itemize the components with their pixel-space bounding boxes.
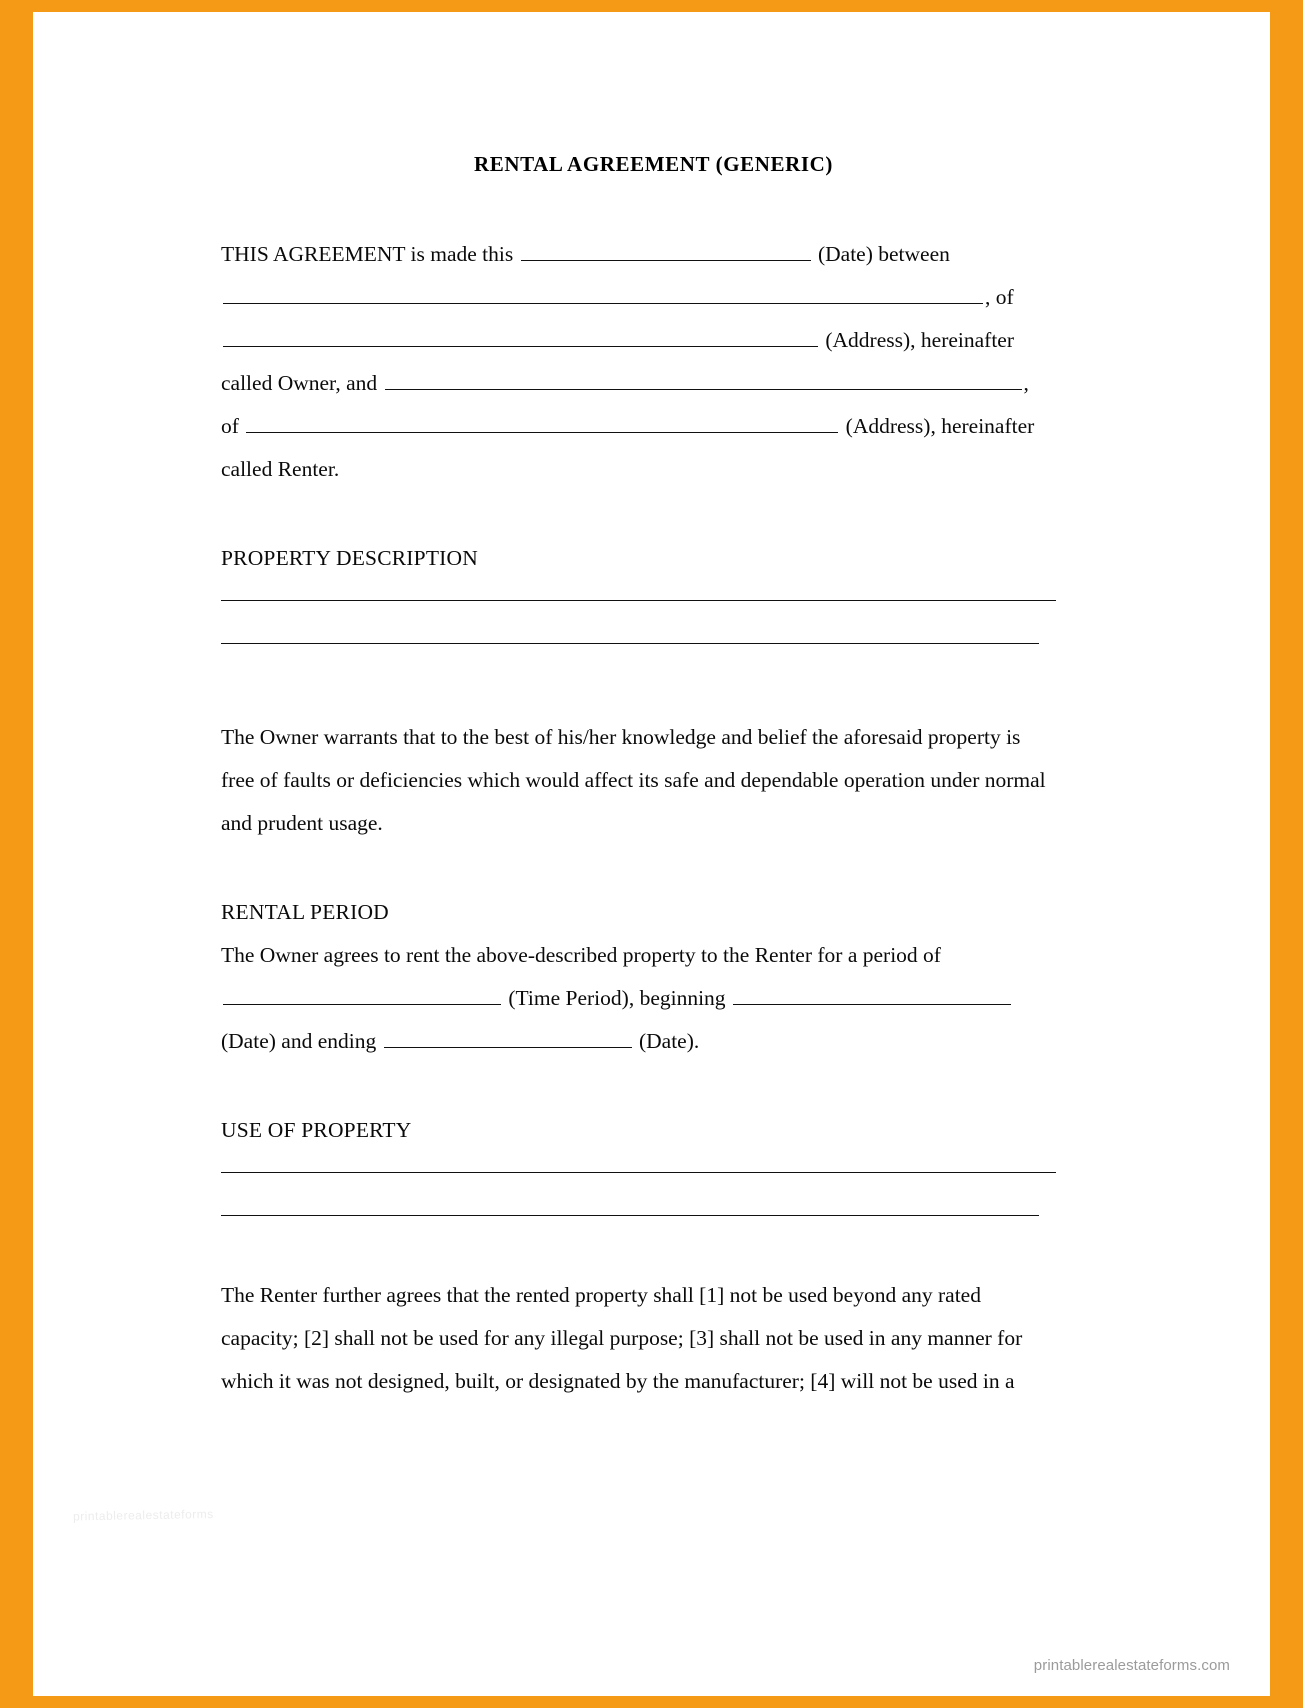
- use-of-property-rules: [221, 1172, 1056, 1216]
- intro-line5-after: (Address), hereinafter: [845, 414, 1035, 438]
- section-heading-property-description: PROPERTY DESCRIPTION: [221, 546, 478, 570]
- renter-obligations-paragraph: The Renter further agrees that the rented property shall [1] not be used beyond any rated capacity; [2] shall not be used for any illegal purpose; [3] shall not be used in any manner for which it was not designed, built, or designated by the manufacturer; [4] will not be used in a: [221, 1283, 1023, 1393]
- rental-agreement-document: [33, 12, 1270, 1696]
- intro-paragraph-line-6: called Renter.: [221, 457, 340, 481]
- renter-address-blank-field[interactable]: [246, 415, 838, 433]
- section-heading-use-of-property: USE OF PROPERTY: [221, 1118, 412, 1142]
- spacer: [221, 845, 1056, 891]
- property-warranty-paragraph: The Owner warrants that to the best of his/her knowledge and belief the aforesaid property is free of faults or deficiencies which would affect its safe and dependable operation under normal and prudent usage.: [221, 725, 1046, 835]
- section-heading-rental-period: RENTAL PERIOD: [221, 900, 389, 924]
- property-description-rules: [221, 600, 1056, 644]
- rental-period-line-3: [221, 1020, 1056, 1063]
- use-of-property-blank-line-1[interactable]: [221, 1172, 1056, 1173]
- property-description-blank-line-1[interactable]: [221, 600, 1056, 601]
- renter-name-blank-field[interactable]: [385, 372, 1022, 390]
- begin-date-blank-field[interactable]: [733, 987, 1011, 1005]
- intro-line3-after: (Address), hereinafter: [825, 328, 1015, 352]
- time-period-blank-field[interactable]: [223, 987, 501, 1005]
- spacer: [221, 1063, 1056, 1109]
- rental-period-line-2: [221, 977, 1056, 1020]
- intro-line4-after: ,: [1023, 371, 1029, 395]
- owner-name-blank-field[interactable]: [223, 286, 983, 304]
- intro-paragraph-line-3: [221, 319, 1056, 362]
- watermark-left: printablerealestateforms: [72, 1506, 214, 1524]
- intro-line2-after: , of: [985, 285, 1014, 309]
- spacer: [221, 1258, 1056, 1274]
- intro-line1-before: THIS AGREEMENT is made this: [221, 242, 514, 266]
- intro-line1-after: (Date) between: [817, 242, 950, 266]
- intro-paragraph-line-1: [221, 233, 1056, 276]
- property-description-blank-line-2[interactable]: [221, 643, 1039, 644]
- spacer: [221, 686, 1056, 716]
- intro-line4-before: called Owner, and: [221, 371, 378, 395]
- intro-paragraph-line-4: [221, 362, 1056, 405]
- rental-period-line3-before: (Date) and ending: [221, 1029, 377, 1053]
- date-blank-field[interactable]: [521, 243, 811, 261]
- page-title: RENTAL AGREEMENT (GENERIC): [473, 152, 834, 176]
- owner-address-blank-field[interactable]: [223, 329, 818, 347]
- rental-period-line-1: The Owner agrees to rent the above-described property to the Renter for a period of: [221, 943, 941, 967]
- rental-period-line2-mid: (Time Period), beginning: [508, 986, 726, 1010]
- rental-period-line3-after: (Date).: [638, 1029, 700, 1053]
- end-date-blank-field[interactable]: [384, 1030, 632, 1048]
- intro-paragraph-line-5: [221, 405, 1056, 448]
- document-content: [221, 152, 1056, 1403]
- intro-paragraph-line-2: [221, 276, 1056, 319]
- document-page: [33, 12, 1270, 1696]
- use-of-property-blank-line-2[interactable]: [221, 1215, 1039, 1216]
- watermark-right: printablerealestateforms.com: [1033, 1657, 1230, 1674]
- intro-line5-before: of: [221, 414, 239, 438]
- spacer: [221, 491, 1056, 537]
